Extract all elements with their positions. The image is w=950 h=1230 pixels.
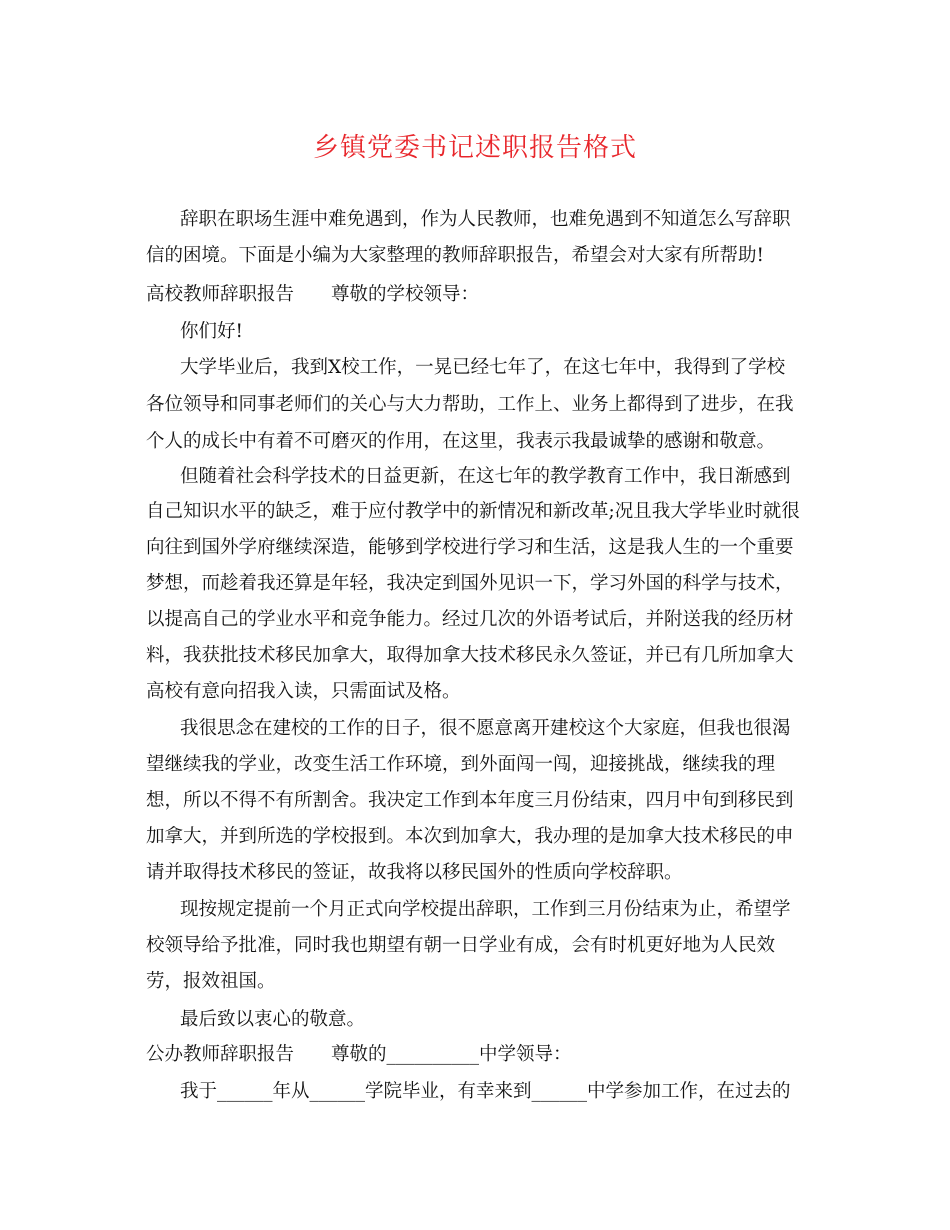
text-line: 你们好! xyxy=(180,321,243,342)
text-line: 辞职在职场生涯中难免遇到，作为人民教师，也难免遇到不知道怎么写辞职 xyxy=(180,209,791,230)
text-line: 各位领导和同事老师们的关心与大力帮助，工作上、业务上都得到了进步，在我 xyxy=(146,394,794,415)
text-line: 但随着社会科学技术的日益更新，在这七年的教学教育工作中，我日渐感到 xyxy=(180,466,791,487)
text-line: 劳，报效祖国。 xyxy=(146,971,276,992)
text-line: 高校教师辞职报告 尊敬的学校领导： xyxy=(146,284,480,305)
document-title: 乡镇党委书记述职报告格式 xyxy=(312,133,637,163)
text-line: 向往到国外学府继续深造，能够到学校进行学习和生活，这是我人生的一个重要 xyxy=(146,537,794,558)
text-line: 望继续我的学业，改变生活工作环境，到外面闯一闯，迎接挑战，继续我的理 xyxy=(146,754,776,775)
text-line: 高校有意向招我入读，只需面试及格。 xyxy=(146,681,461,702)
text-line: 想，所以不得不有所割舍。我决定工作到本年度三月份结束，四月中旬到移民到 xyxy=(146,790,794,811)
text-line: 我很思念在建校的工作的日子，很不愿意离开建校这个大家庭，但我也很渴 xyxy=(180,718,791,739)
text-line: 以提高自己的学业水平和竞争能力。经过几次的外语考试后，并附送我的经历材 xyxy=(146,609,794,630)
text-line: 校领导给予批准，同时我也期望有朝一日学业有成，会有时机更好地为人民效 xyxy=(146,935,776,956)
text-line: 请并取得技术移民的签证，故我将以移民国外的性质向学校辞职。 xyxy=(146,862,683,883)
text-line: 我于______年从______学院毕业，有幸来到______中学参加工作，在过去的 xyxy=(180,1081,791,1102)
text-line: 现按规定提前一个月正式向学校提出辞职，工作到三月份结束为止，希望学 xyxy=(180,899,791,920)
text-line: 自己知识水平的缺乏，难于应付教学中的新情况和新改革;况且我大学毕业时就很 xyxy=(146,501,800,522)
text-line: 最后致以衷心的敬意。 xyxy=(180,1009,366,1030)
text-line: 加拿大，并到所选的学校报到。本次到加拿大，我办理的是加拿大技术移民的申 xyxy=(146,826,794,847)
text-line: 个人的成长中有着不可磨灭的作用，在这里，我表示我最诚挚的感谢和敬意。 xyxy=(146,431,776,452)
text-line: 梦想，而趁着我还算是年轻，我决定到国外见识一下，学习外国的科学与技术， xyxy=(146,573,794,594)
text-line: 料，我获批技术移民加拿大，取得加拿大技术移民永久签证，并已有几所加拿大 xyxy=(146,645,794,666)
text-line: 公办教师辞职报告 尊敬的__________中学领导： xyxy=(146,1044,572,1065)
text-line: 大学毕业后，我到X校工作，一晃已经七年了，在这七年中，我得到了学校 xyxy=(180,357,786,378)
text-line: 信的困境。下面是小编为大家整理的教师辞职报告，希望会对大家有所帮助! xyxy=(146,245,764,266)
